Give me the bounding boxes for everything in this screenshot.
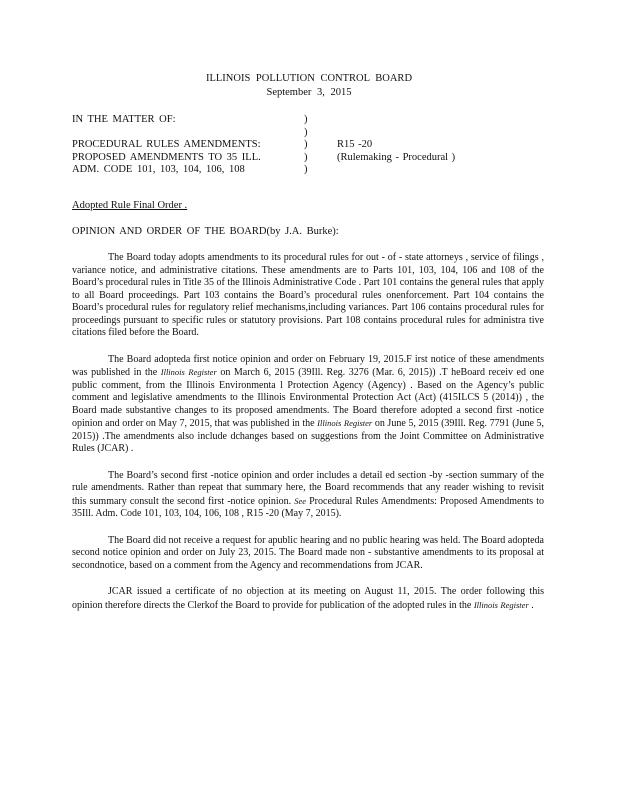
caption-paren: ) xyxy=(304,164,308,175)
caption-line-3: ADM. CODE 101, 103, 104, 106, 108 xyxy=(72,164,245,175)
paragraph-4: The Board did not receive a request for apublic hearing and no public hearing was held. The Board adopteda second notice opinion and order on July 23, 2015. The Board made non - substantive amendments to its proposal at secondnotice, based on a comment from the Agency and recommendations from JCAR. xyxy=(72,534,544,571)
paragraph-1: The Board today adopts amendments to its procedural rules for out - of - state attorneys , service of filings , variance notice, and administrative citations. These amendments are to Parts 101, 103, 104, 106 and 108 of the Board’s procedural rules in Title 35 of the Illinois Administrative Code . Part 101 contains the general rules that apply to all Board proceedings. Part 103 contains the Board’s procedural rules onenforcement. Part 104 contains the Board’s procedural rules for regulatory relief mechanisms,including variances. Part 106 contains procedural rules for proceedings pursuant to specific rules or statutory provisions. Part 108 contains procedural rules for administra tive citations filed before the Board. xyxy=(72,252,544,338)
document-date: September 3, 2015 xyxy=(266,87,352,98)
paragraph-2: The Board adopteda first notice opinion and order on February 19, 2015.F irst notice of these amendments was published in the Illinois Register on March 6, 2015 (39Ill. Reg. 3276 (Mar. 6, 2015)) .T heBoard receiv ed one public comment, from the Illinois Environmenta l Protection Agency (Agency) . Based on the Agency’s public comment and legislative amendments to the Illinois Environmental Protection Act (Act) (415ILCS 5 (2014)) , the Board made substantive changes to its proposed amendments. The Board therefore adopted a second first -notice opinion and order on May 7, 2015, that was published in the Illinois Register on June 5, 2015 (39Ill. Reg. 7791 (June 5, 2015)) .The amendments also include dchanges based on suggestions from the Joint Committee on Administrative Rules (JCAR) . xyxy=(72,353,545,454)
matter-label: IN THE MATTER OF: xyxy=(72,114,176,125)
caption-paren: ) xyxy=(304,114,308,125)
paragraph-3: The Board’s second first -notice opinion and order includes a detail ed section -by -section summary of the rule amendments. Rather than repeat that summary here, the Board recommends that any reader wishing to revisit this summary consult the second first -notice opinion. See Procedural Rules Amendments: Proposed Amendments to 35Ill. Adm. Code 101, 103, 104, 106, 108 , R15 -20 (May 7, 2015). xyxy=(72,469,544,519)
caption-paren: ) xyxy=(304,151,308,163)
document-body xyxy=(72,252,544,626)
caption-paren: ) xyxy=(304,126,308,138)
proceeding-type: (Rulemaking - Procedural ) xyxy=(337,151,456,163)
board-name: ILLINOIS POLLUTION CONTROL BOARD xyxy=(205,73,413,84)
caption-paren: ) xyxy=(304,139,308,150)
case-caption xyxy=(72,114,552,177)
caption-line-2: PROPOSED AMENDMENTS TO 35 ILL. xyxy=(72,151,261,163)
paragraph-5: JCAR issued a certificate of no objection at its meeting on August 11, 2015. The order following this opinion therefore directs the Clerkof the Board to provide for publication of the adopted rules in the Illinois Register . xyxy=(72,586,544,611)
docket-number: R15 -20 xyxy=(337,139,373,150)
document-header xyxy=(0,72,618,100)
caption-line-1: PROCEDURAL RULES AMENDMENTS: xyxy=(72,139,261,150)
opinion-heading: OPINION AND ORDER OF THE BOARD(by J.A. Burke): xyxy=(72,226,339,237)
order-title: Adopted Rule Final Order . xyxy=(72,200,188,211)
